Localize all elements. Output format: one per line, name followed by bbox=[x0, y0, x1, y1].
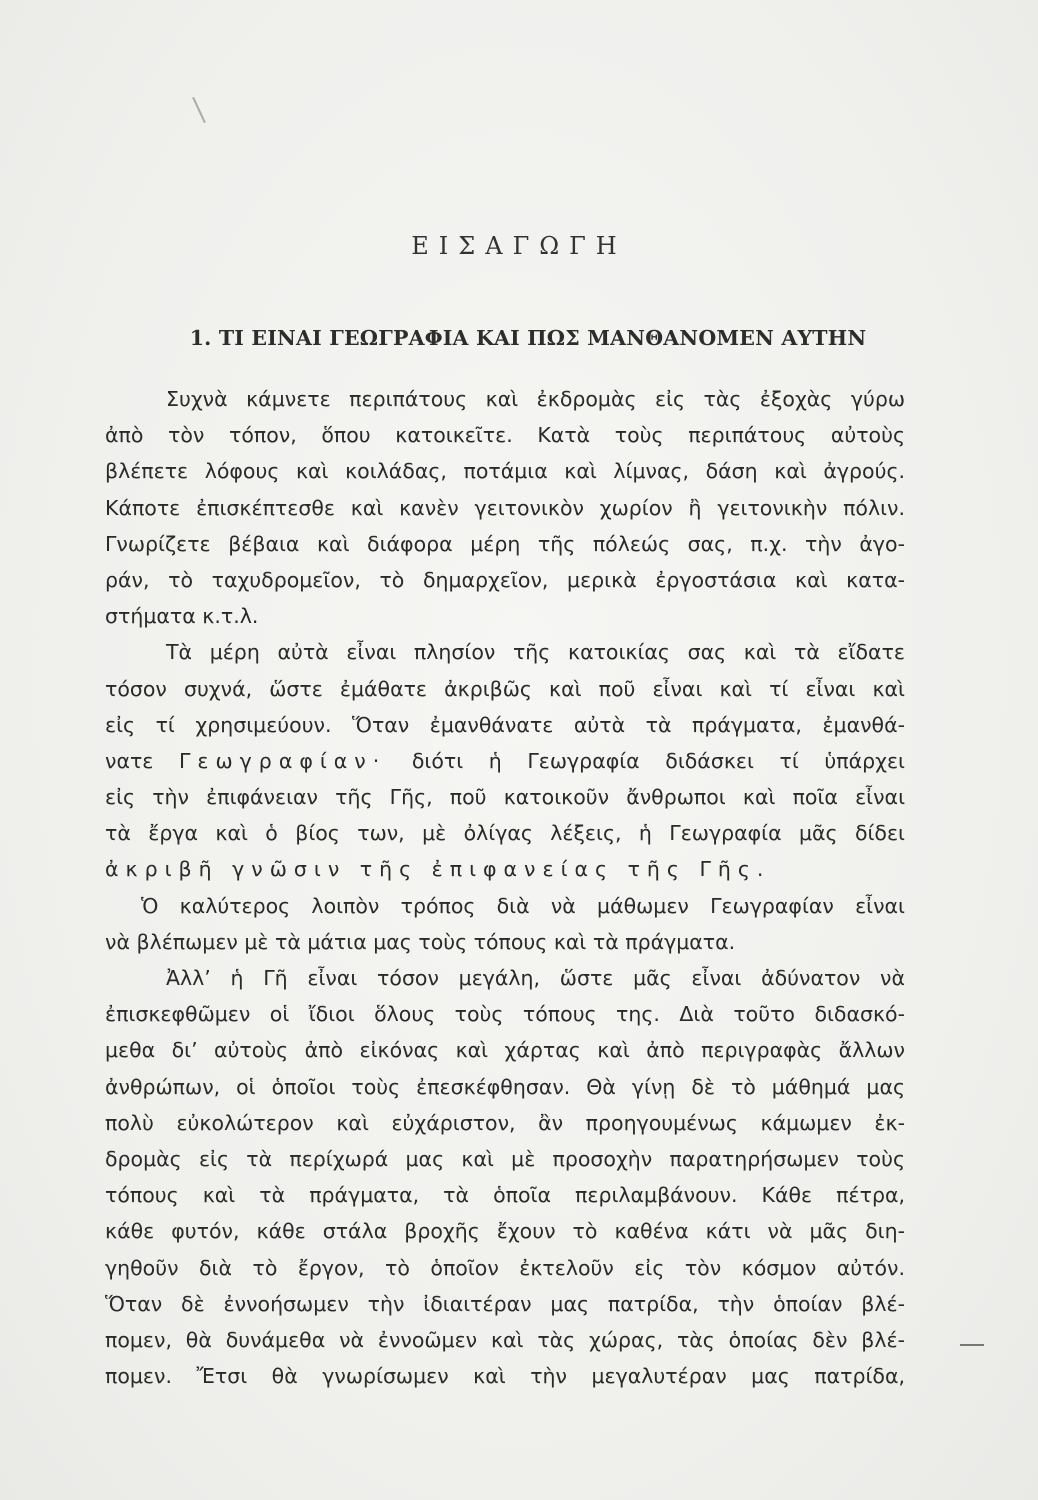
text-line-emphasis: ἀκριβῆ γνῶσιν τῆς ἐπιφανείας τῆς Γῆς. bbox=[105, 857, 771, 882]
text-line: Κάποτε ἐπισκέπτεσθε καὶ κανὲν γειτονικὸν χωρίον ἢ γειτονικὴν πόλιν. bbox=[105, 495, 905, 520]
text-line: ράν, τὸ ταχυδρομεῖον, τὸ δημαρχεῖον, μερικὰ ἐργοστάσια καὶ κατα- bbox=[105, 567, 905, 592]
text-line: εἰς τὴν ἐπιφάνειαν τῆς Γῆς, ποῦ κατοικοῦν ἄνθρωποι καὶ ποῖα εἶναι bbox=[105, 785, 905, 810]
chapter-title: ΕΙΣΑΓΩΓΗ bbox=[411, 232, 627, 260]
margin-pencil-mark bbox=[192, 97, 206, 123]
text-fragment: νατε bbox=[105, 748, 154, 773]
text-line: Ὁ καλύτερος λοιπὸν τρόπος διὰ νὰ μάθωμεν Γεωγραφίαν εἶναι bbox=[141, 893, 905, 918]
text-line: ἀπὸ τὸν τόπον, ὅπου κατοικεῖτε. Κατὰ τοὺς περιπάτους αὐτοὺς bbox=[105, 423, 905, 448]
text-line: κάθε φυτόν, κάθε στάλα βροχῆς ἔχουν τὸ καθένα κάτι νὰ μᾶς διη- bbox=[105, 1219, 905, 1244]
text-line: τὰ ἔργα καὶ ὁ βίος των, μὲ ὀλίγας λέξεις, ἡ Γεωγραφία μᾶς δίδει bbox=[105, 821, 905, 846]
text-line: Συχνὰ κάμνετε περιπάτους καὶ ἐκδρομὰς εἰς τὰς ἐξοχὰς γύρω bbox=[166, 387, 905, 411]
text-line: τόπους καὶ τὰ πράγματα, τὰ ὁποῖα περιλαμβάνουν. Κάθε πέτρα, bbox=[105, 1183, 905, 1208]
text-line: στήματα κ.τ.λ. bbox=[105, 604, 259, 629]
body-text bbox=[105, 381, 905, 1394]
text-line: δρομὰς εἰς τὰ περίχωρά μας καὶ μὲ προσοχὴν παρατηρήσωμεν τοὺς bbox=[105, 1146, 905, 1171]
text-line: βλέπετε λόφους καὶ κοιλάδας, ποτάμια καὶ λίμνας, δάση καὶ ἀγρούς. bbox=[105, 459, 905, 484]
text-line: Τὰ μέρη αὐτὰ εἶναι πλησίον τῆς κατοικίας σας καὶ τὰ εἴδατε bbox=[166, 640, 905, 665]
text-line: τόσον συχνά, ὥστε ἐμάθατε ἀκριβῶς καὶ ποῦ εἶναι καὶ τί εἶναι καὶ bbox=[105, 676, 905, 701]
text-line: Ἀλλ’ ἡ Γῆ εἶναι τόσον μεγάλη, ὥστε μᾶς εἶναι ἀδύνατον νὰ bbox=[166, 966, 905, 990]
spaced-emphasis: Γεωγραφίαν· bbox=[179, 748, 387, 773]
text-line: νὰ βλέπωμεν μὲ τὰ μάτια μας τοὺς τόπους καὶ τὰ πράγματα. bbox=[105, 929, 736, 954]
text-line: πομεν, θὰ δυνάμεθα νὰ ἐννοῶμεν καὶ τὰς χώρας, τὰς ὁποίας δὲν βλέ- bbox=[105, 1327, 905, 1352]
text-fragment: διότι ἡ Γεωγραφία διδάσκει τί ὑπάρχει bbox=[411, 748, 905, 773]
text-line: πολὺ εὐκολώτερον καὶ εὐχάριστον, ἂν προηγουμένως κάμωμεν ἐκ- bbox=[105, 1110, 905, 1135]
section-heading: 1. ΤΙ ΕΙΝΑΙ ΓΕΩΓΡΑΦΙΑ ΚΑΙ ΠΩΣ ΜΑΝΘΑΝΟΜΕΝ ΑΥΤΗΝ bbox=[189, 326, 867, 350]
text-line: ἐπισκεφθῶμεν οἱ ἴδιοι ὅλους τοὺς τόπους της. Διὰ τοῦτο διδασκό- bbox=[105, 1002, 905, 1027]
text-line: ἀνθρώπων, οἱ ὁποῖοι τοὺς ἐπεσκέφθησαν. Θὰ γίνῃ δὲ τὸ μάθημά μας bbox=[105, 1074, 905, 1099]
text-line: γηθοῦν διὰ τὸ ἔργον, τὸ ὁποῖον ἐκτελοῦν εἰς τὸν κόσμον αὐτόν. bbox=[105, 1255, 905, 1280]
text-line: Ὅταν δὲ ἐννοήσωμεν τὴν ἰδιαιτέραν μας πατρίδα, τὴν ὁποίαν βλέ- bbox=[105, 1291, 905, 1316]
text-line: Γνωρίζετε βέβαια καὶ διάφορα μέρη τῆς πόλεώς σας, π.χ. τὴν ἀγο- bbox=[105, 531, 905, 556]
text-line: μεθα δι’ αὐτοὺς ἀπὸ εἰκόνας καὶ χάρτας καὶ ἀπὸ περιγραφὰς ἄλλων bbox=[105, 1038, 905, 1063]
text-line: πομεν. Ἔτσι θὰ γνωρίσωμεν καὶ τὴν μεγαλυτέραν μας πατρίδα, bbox=[105, 1364, 905, 1389]
margin-dash-mark bbox=[960, 1344, 984, 1346]
text-line: εἰς τί χρησιμεύουν. Ὅταν ἐμανθάνατε αὐτὰ τὰ πράγματα, ἐμανθά- bbox=[105, 712, 905, 737]
text-line bbox=[105, 743, 905, 779]
